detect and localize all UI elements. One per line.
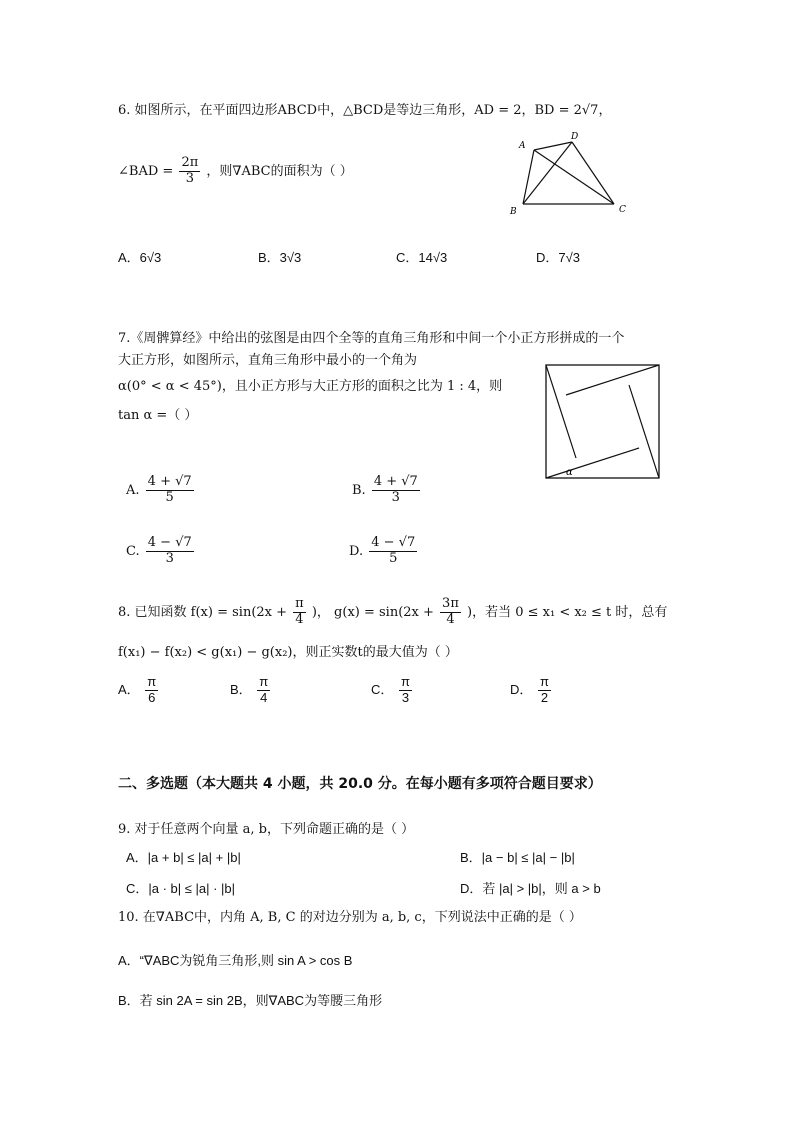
q9-option-d[interactable]: D．若 |a| > |b|，则 a > b (460, 881, 601, 896)
q6-frac-den: 3 (185, 170, 194, 186)
frac-den: 3 (401, 689, 410, 705)
q8-condition: )，若当 0 ≤ x₁ < x₂ ≤ t 时，总有 (467, 604, 668, 620)
q10-option-a[interactable]: A．“∇ABC为锐角三角形,则 sin A > cos B (118, 953, 353, 968)
q6-frac-num: 2π (181, 155, 199, 170)
q7-line2: 大正方形，如图所示，直角三角形中最小的一个角为 (118, 353, 418, 368)
q7-option-b[interactable] (352, 475, 422, 506)
q6-line2 (118, 156, 353, 187)
option-label: C． (371, 681, 394, 697)
q7-option-a-frac (146, 475, 194, 506)
big-square (546, 365, 659, 478)
label-b: B (510, 207, 517, 217)
q7-line4: tan α =（ ） (118, 408, 198, 423)
frac-den: 4 (295, 611, 304, 627)
frac-num: π (295, 596, 304, 611)
q6-fraction (179, 156, 200, 187)
q8-frac-2 (440, 597, 461, 628)
q8-option-d[interactable] (510, 675, 553, 706)
alpha-label: α (566, 467, 573, 478)
q6-figure (505, 128, 635, 218)
frac-den: 5 (165, 489, 174, 505)
q7-option-d-frac (369, 536, 417, 567)
frac-num: 4 − √7 (147, 535, 192, 550)
frac-den: 4 (260, 689, 268, 705)
label-c: C (619, 205, 626, 215)
edge-dc (572, 142, 614, 204)
q9-option-a[interactable]: A．|a + b| ≤ |a| + |b| (126, 850, 241, 865)
frac-den: 2 (540, 689, 549, 705)
frac-num: 4 − √7 (371, 535, 416, 550)
diag-bd (523, 142, 572, 204)
q9-stem: 9. 对于任意两个向量 a, b，下列命题正确的是（ ） (118, 822, 415, 837)
frac-den: 3 (391, 489, 400, 505)
q6-option-d[interactable]: D．7√3 (536, 250, 580, 265)
q6-line1: 6. 如图所示，在平面四边形ABCD中，△BCD是等边三角形，AD = 2，BD = 2√7， (118, 103, 612, 118)
option-frac (257, 675, 270, 706)
q8-f-def: 8. 已知函数 f(x) = sin(2x + (118, 604, 288, 620)
option-frac (145, 675, 158, 706)
q8-option-c[interactable] (371, 675, 414, 706)
q6-option-c[interactable]: C．14√3 (396, 250, 448, 265)
triangle-hyp-2 (629, 385, 659, 478)
section-heading: 二、多选题（本大题共 4 小题，共 20.0 分。在每小题有多项符合题目要求） (118, 776, 602, 792)
q7-option-d[interactable] (349, 536, 419, 567)
q7-figure (540, 360, 665, 482)
q8-frac-1 (293, 597, 306, 628)
frac-num: π (147, 674, 157, 689)
q9-option-c[interactable]: C．|a · b| ≤ |a| · |b| (126, 881, 236, 896)
q8-option-b[interactable] (230, 675, 272, 706)
triangle-hyp-3 (566, 365, 659, 395)
q7-option-d-label: D. (349, 543, 364, 559)
q7-line1: 7.《周髀算经》中给出的弦图是由四个全等的直角三角形和中间一个小正方形拼成的一个 (118, 331, 625, 346)
q7-line3: α(0° < α < 45°)，且小正方形与大正方形的面积之比为 1 : 4，则 (118, 379, 503, 394)
option-label: A． (118, 681, 140, 697)
q10-option-b[interactable]: B．若 sin 2A = sin 2B，则∇ABC为等腰三角形 (118, 993, 383, 1008)
frac-den: 5 (389, 550, 398, 566)
frac-num: π (401, 674, 410, 689)
q8-line2: f(x₁) − f(x₂) < g(x₁) − g(x₂)，则正实数t的最大值为（ ） (118, 645, 458, 660)
q7-option-c-label: C. (126, 543, 140, 559)
triangle-hyp-1 (546, 448, 639, 478)
option-label: B． (230, 681, 252, 697)
frac-den: 6 (148, 689, 156, 705)
q9-option-b[interactable]: B．|a − b| ≤ |a| − |b| (460, 850, 575, 865)
q7-option-c[interactable] (126, 536, 196, 567)
triangle-hyp-4 (546, 365, 576, 458)
q6-option-a[interactable]: A．6√3 (118, 250, 162, 265)
q7-option-a-label: A. (126, 482, 140, 498)
label-d: D (571, 132, 579, 142)
frac-num: 4 + √7 (373, 474, 418, 489)
diag-ac (534, 150, 614, 204)
q8-g-def: )， g(x) = sin(2x + (311, 604, 434, 620)
option-label: D． (510, 681, 533, 697)
edge-ba (523, 150, 534, 204)
q7-option-a[interactable] (126, 475, 196, 506)
frac-num: π (259, 674, 269, 689)
q6-angle: ∠BAD = (118, 163, 174, 179)
q7-option-b-frac (372, 475, 420, 506)
option-frac (399, 675, 412, 706)
frac-den: 4 (446, 611, 455, 627)
q10-stem: 10. 在∇ABC中，内角 A, B, C 的对边分别为 a, b, c，下列说法中正确的是（ ） (118, 910, 582, 925)
q8-line1 (118, 597, 667, 628)
option-frac (538, 675, 551, 706)
q7-option-b-label: B. (352, 482, 366, 498)
frac-num: 3π (442, 596, 459, 611)
q6-option-b[interactable]: B．3√3 (258, 250, 302, 265)
q7-option-c-frac (146, 536, 194, 567)
frac-den: 3 (165, 550, 174, 566)
label-a: A (519, 141, 526, 151)
frac-num: π (540, 674, 549, 689)
q8-option-a[interactable] (118, 675, 160, 706)
q6-question: ，则∇ABC的面积为（ ） (206, 163, 353, 179)
frac-num: 4 + √7 (147, 474, 192, 489)
